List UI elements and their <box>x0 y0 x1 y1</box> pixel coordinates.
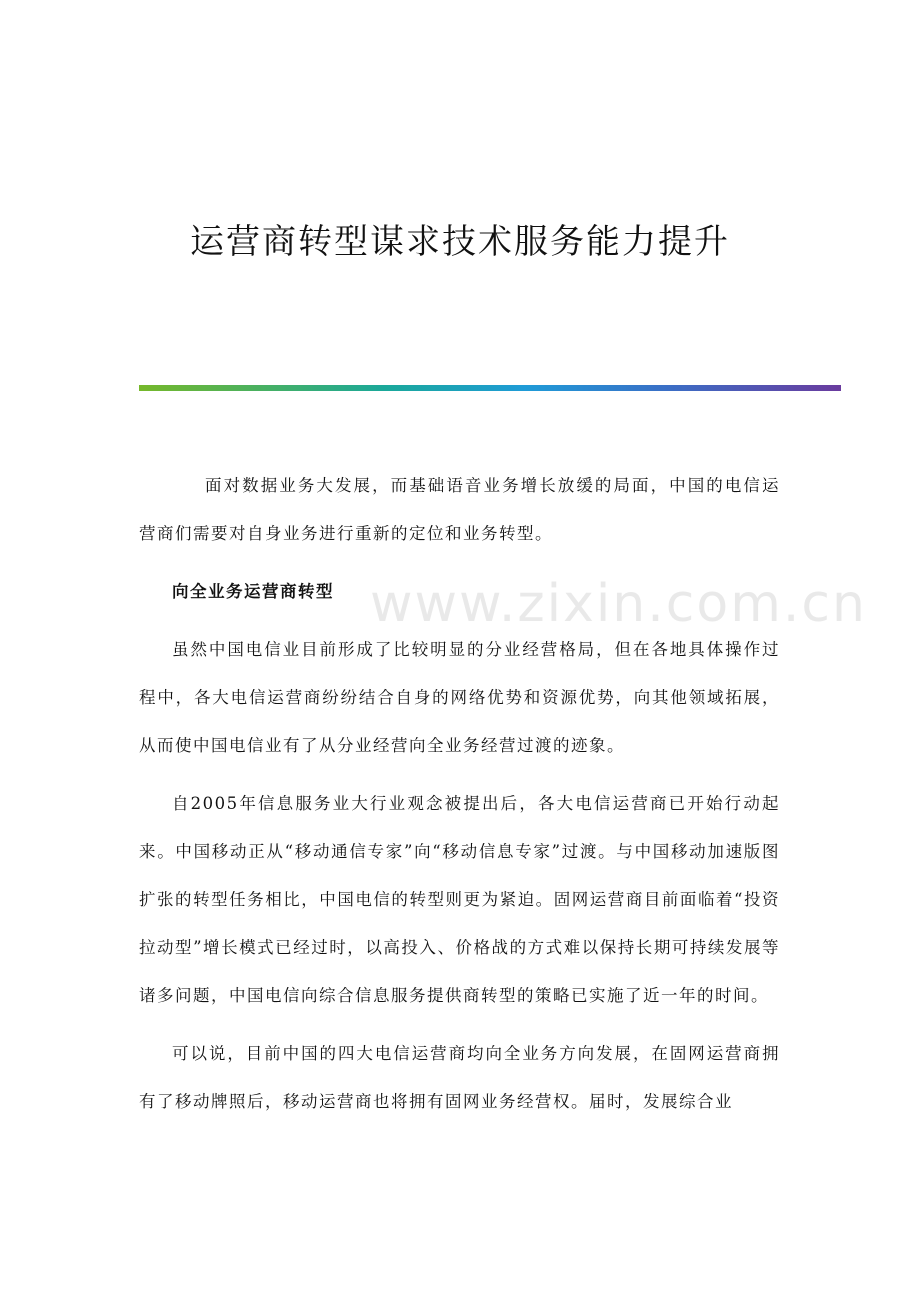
watermark: www.zixin.com.cn <box>370 574 867 634</box>
paragraph-3: 自2005年信息服务业大行业观念被提出后，各大电信运营商已开始行动起来。中国移动正从“移动通信专家”向“移动信息专家”过渡。与中国移动加速版图扩张的转型任务相比，中国电信的转型则更为紧迫。固网运营商目前面临着“投资拉动型”增长模式已经过时，以高投入、价格战的方式难以保持长期可持续发展等诸多问题，中国电信向综合信息服务提供商转型的策略已实施了近一年的时间。 <box>139 794 780 1005</box>
paragraph-4: 可以说，目前中国的四大电信运营商均向全业务方向发展，在固网运营商拥有了移动牌照后，移动运营商也将拥有固网业务经营权。届时，发展综合业 <box>139 1044 780 1111</box>
document-body <box>139 462 780 1126</box>
paragraph-intro: 面对数据业务大发展，而基础语音业务增长放缓的局面，中国的电信运营商们需要对自身业务进行重新的定位和业务转型。 <box>139 476 780 543</box>
gradient-divider <box>139 385 841 391</box>
section-heading: 向全业务运营商转型 <box>172 582 334 601</box>
paragraph-2: 虽然中国电信业目前形成了比较明显的分业经营格局，但在各地具体操作过程中，各大电信运营商纷纷结合自身的网络优势和资源优势，向其他领域拓展，从而使中国电信业有了从分业经营向全业务经营过渡的迹象。 <box>139 640 780 755</box>
document-title: 运营商转型谋求技术服务能力提升 <box>190 222 730 262</box>
